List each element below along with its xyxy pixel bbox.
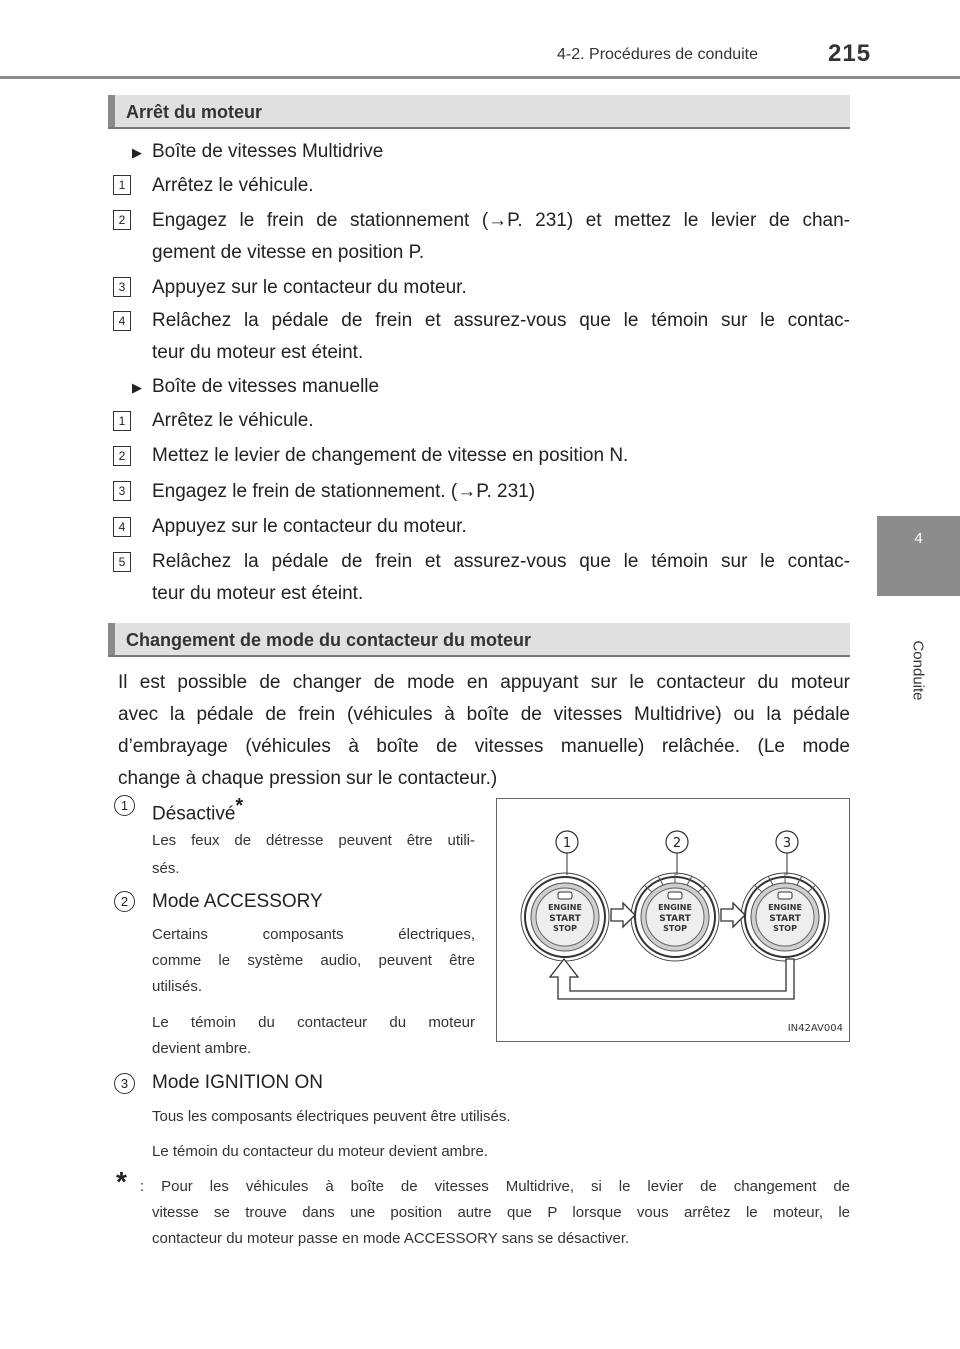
mode-description: devient ambre. bbox=[152, 1040, 252, 1057]
mode-callout-number: 3 bbox=[114, 1073, 135, 1094]
figure-code: IN42AV004 bbox=[787, 1023, 843, 1034]
mode-callout-number: 1 bbox=[114, 795, 135, 816]
callout-1 bbox=[556, 831, 578, 853]
footnote-marker: * bbox=[235, 795, 244, 817]
step-text: Relâchez la pédale de frein et assurez-vous que le témoin sur le contac- bbox=[152, 551, 850, 572]
svg-text:2: 2 bbox=[672, 836, 682, 851]
svg-text:STOP: STOP bbox=[663, 924, 687, 933]
step-number: 4 bbox=[113, 517, 131, 537]
triangle-bullet-icon: ▶ bbox=[132, 380, 142, 395]
svg-text:ENGINE: ENGINE bbox=[768, 903, 802, 912]
mode-description: sés. bbox=[152, 860, 180, 877]
mode-description: Les feux de détresse peuvent être utili- bbox=[152, 832, 475, 849]
step-number: 3 bbox=[113, 277, 131, 297]
section-heading-text: Arrêt du moteur bbox=[126, 102, 263, 122]
running-header-section: 4-2. Procédures de conduite bbox=[557, 46, 759, 63]
svg-text:ENGINE: ENGINE bbox=[658, 903, 692, 912]
mode-title: Mode IGNITION ON bbox=[152, 1072, 324, 1093]
step-text: Mettez le levier de changement de vitesse en position N. bbox=[152, 445, 629, 466]
intro-paragraph-line: avec la pédale de frein (véhicules à boîte de vitesses Multidrive) ou la pédale bbox=[118, 704, 850, 725]
step-number: 3 bbox=[113, 481, 131, 501]
mode-description: Certains composants électriques, bbox=[152, 926, 475, 943]
step-number: 2 bbox=[113, 210, 131, 230]
step-text: Engagez le frein de stationnement. (→P. 231) bbox=[152, 481, 536, 502]
engine-switch-mode-figure bbox=[496, 798, 850, 1042]
intro-paragraph-line: change à chaque pression sur le contacteur.) bbox=[118, 768, 498, 789]
step-text: Engagez le frein de stationnement (→P. 231) et mettez le levier de chan- bbox=[152, 210, 850, 231]
subheading-manual: Boîte de vitesses manuelle bbox=[152, 376, 380, 397]
section-heading-engine-stop bbox=[108, 95, 850, 129]
step-number: 5 bbox=[113, 552, 131, 572]
callout-2 bbox=[666, 831, 688, 853]
svg-text:3: 3 bbox=[782, 836, 792, 851]
chapter-tab-number: 4 bbox=[914, 530, 923, 547]
mode-description: Tous les composants électriques peuvent être utilisés. bbox=[152, 1108, 511, 1125]
triangle-bullet-icon: ▶ bbox=[132, 145, 142, 160]
step-text: Relâchez la pédale de frein et assurez-vous que le témoin sur le contac- bbox=[152, 310, 850, 331]
step-text: Appuyez sur le contacteur du moteur. bbox=[152, 277, 467, 298]
step-number: 1 bbox=[113, 175, 131, 195]
svg-text:START: START bbox=[769, 914, 801, 924]
mode-callout-number: 2 bbox=[114, 891, 135, 912]
footnote-text: contacteur du moteur passe en mode ACCESSORY sans se désactiver. bbox=[152, 1230, 630, 1247]
footnote-text: vitesse se trouve dans une position autre que P lorsque vous arrêtez le moteur, le bbox=[152, 1204, 850, 1221]
step-text-continued: gement de vitesse en position P. bbox=[152, 242, 425, 263]
mode-description: Le témoin du contacteur du moteur bbox=[152, 1014, 475, 1031]
step-number: 2 bbox=[113, 446, 131, 466]
header-rule bbox=[0, 76, 960, 79]
mode-title: Désactivé* bbox=[152, 795, 244, 825]
svg-text:STOP: STOP bbox=[773, 924, 797, 933]
engine-button-accessory bbox=[631, 873, 719, 961]
step-text-continued: teur du moteur est éteint. bbox=[152, 342, 364, 363]
footnote-text: : Pour les véhicules à boîte de vitesses Multidrive, si le levier de changement de bbox=[140, 1178, 850, 1195]
heading-accent-bar bbox=[108, 95, 115, 127]
mode-description: comme le système audio, peuvent être bbox=[152, 952, 475, 969]
engine-button-off bbox=[521, 873, 609, 961]
svg-text:START: START bbox=[659, 914, 691, 924]
subheading-multidrive: Boîte de vitesses Multidrive bbox=[152, 141, 384, 162]
step-text: Arrêtez le véhicule. bbox=[152, 175, 314, 196]
step-number: 1 bbox=[113, 411, 131, 431]
callout-3 bbox=[776, 831, 798, 853]
svg-text:START: START bbox=[549, 914, 581, 924]
section-heading-mode-change bbox=[108, 623, 850, 657]
heading-accent-bar bbox=[108, 623, 115, 655]
svg-text:ENGINE: ENGINE bbox=[548, 903, 582, 912]
mode-description: utilisés. bbox=[152, 978, 203, 995]
chapter-tab-label: Conduite bbox=[909, 639, 927, 701]
page-number: 215 bbox=[828, 40, 872, 67]
footnote-asterisk: * bbox=[116, 1166, 127, 1197]
mode-title: Mode ACCESSORY bbox=[152, 891, 323, 912]
step-text: Appuyez sur le contacteur du moteur. bbox=[152, 516, 467, 537]
mode-description: Le témoin du contacteur du moteur devient ambre. bbox=[152, 1143, 489, 1160]
svg-text:1: 1 bbox=[562, 836, 572, 851]
step-text-continued: teur du moteur est éteint. bbox=[152, 583, 364, 604]
svg-text:STOP: STOP bbox=[553, 924, 577, 933]
engine-button-ignition-on bbox=[741, 873, 829, 961]
return-loop-arrow-icon bbox=[550, 959, 794, 999]
intro-paragraph-line: Il est possible de changer de mode en appuyant sur le contacteur du moteur bbox=[118, 672, 850, 693]
intro-paragraph-line: d’embrayage (véhicules à boîte de vitesses manuelle) relâchée. (Le mode bbox=[118, 736, 850, 757]
chapter-tab bbox=[877, 516, 960, 596]
step-text: Arrêtez le véhicule. bbox=[152, 410, 314, 431]
section-heading-text: Changement de mode du contacteur du moteur bbox=[126, 630, 532, 650]
step-number: 4 bbox=[113, 311, 131, 331]
